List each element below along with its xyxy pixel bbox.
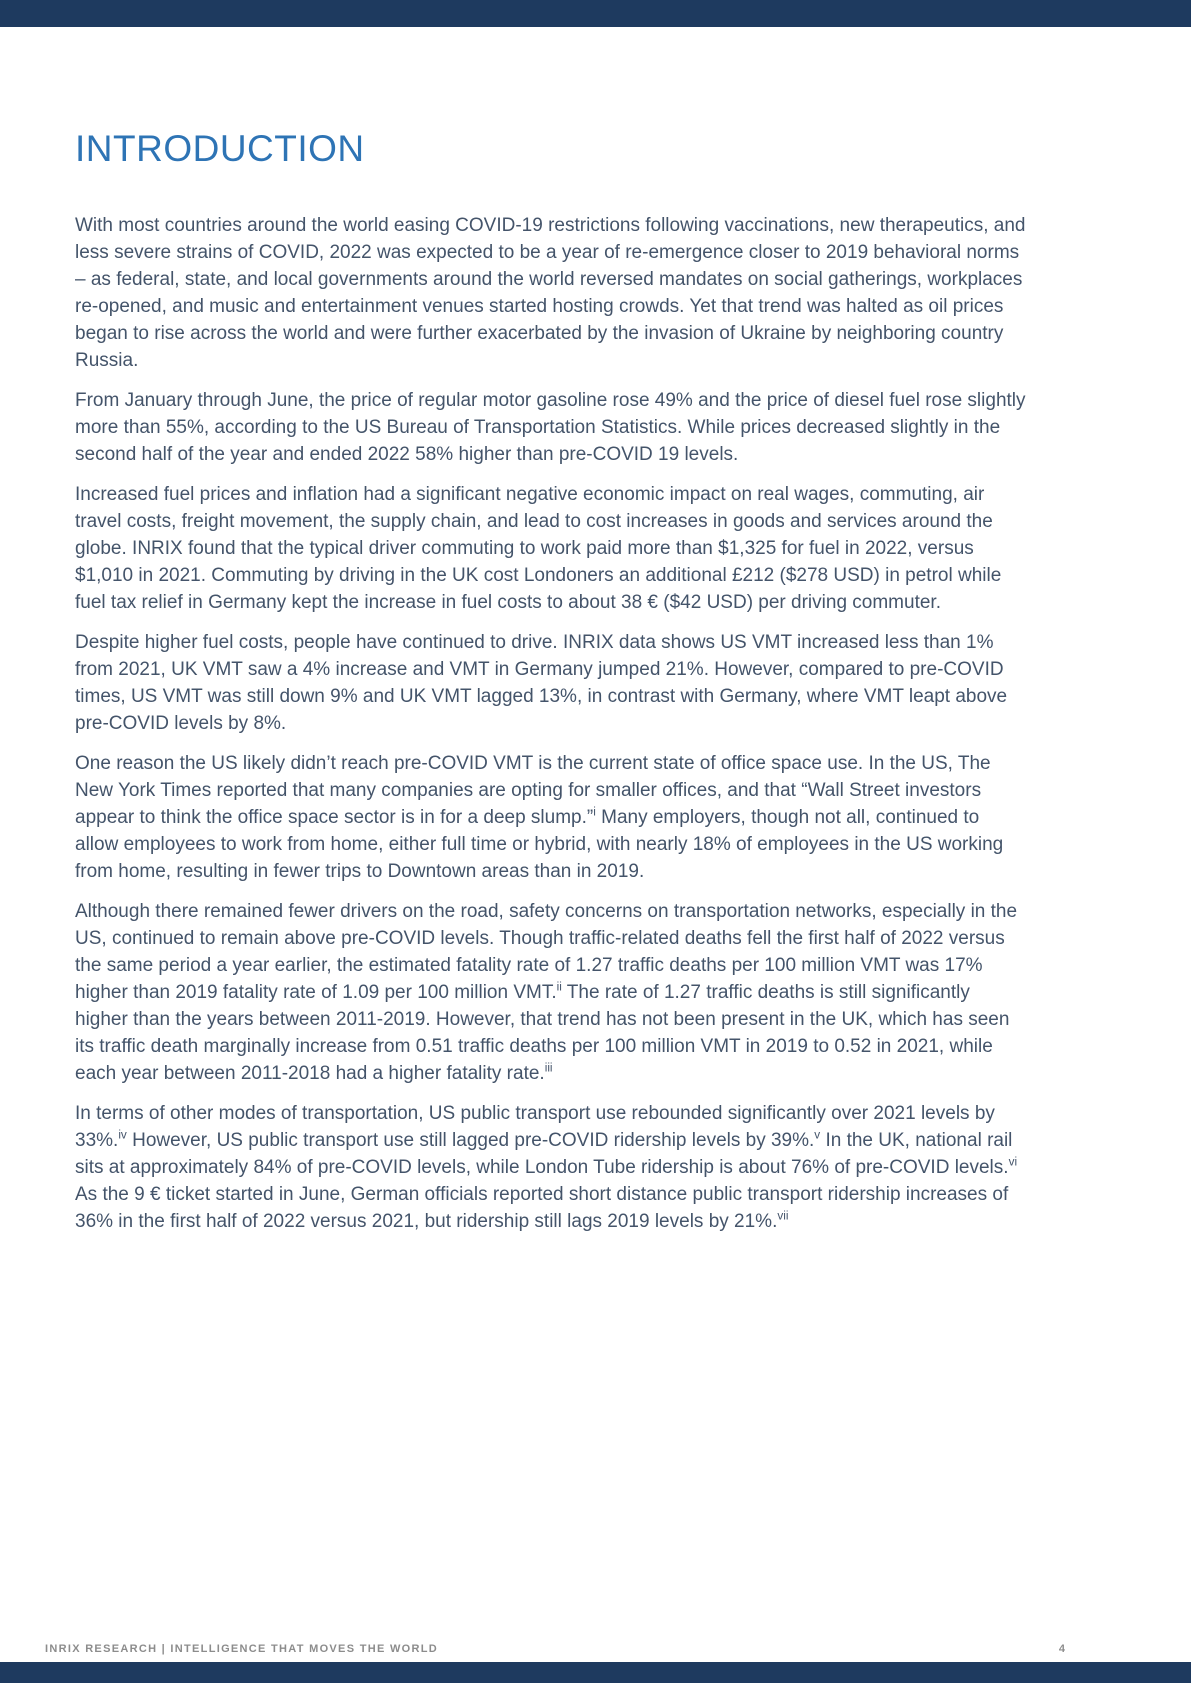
paragraph <box>75 212 1027 374</box>
paragraph-text: Many employers, though not all, continued to allow employees to work from home, either full time or hybrid, with nearly 18% of employees in the US working from home, resulting in fewer trips to Downtown areas than in 2019. <box>75 807 1004 882</box>
paragraph-text: In the UK, national rail sits at approximately 84% of pre-COVID levels, while London Tube ridership is about 76% of pre-COVID levels. <box>75 1130 1013 1178</box>
page-content <box>75 128 1027 1248</box>
paragraph-text: From January through June, the price of regular motor gasoline rose 49% and the price of diesel fuel rose slightly more than 55%, according to the US Bureau of Transportation Statistics. While prices decreased slightly in the second half of the year and ended 2022 58% higher than pre-COVID 19 levels. <box>75 390 1026 465</box>
paragraph-text: Despite higher fuel costs, people have continued to drive. INRIX data shows US VMT increased less than 1% from 2021, UK VMT saw a 4% increase and VMT in Germany jumped 21%. However, compared to pre-COVID times, US VMT was still down 9% and UK VMT lagged 13%, in contrast with Germany, where VMT leapt above pre-COVID levels by 8%. <box>75 632 1008 734</box>
footer-text: INRIX RESEARCH | INTELLIGENCE THAT MOVES THE WORLD <box>45 1643 438 1655</box>
endnote-reference: vii <box>777 1209 789 1223</box>
endnote-reference: ii <box>556 980 562 994</box>
top-accent-bar <box>0 0 1191 27</box>
endnote-reference: iii <box>544 1061 553 1075</box>
bottom-accent-bar <box>0 1662 1191 1683</box>
paragraph <box>75 898 1027 1087</box>
paragraph-text: Increased fuel prices and inflation had a significant negative economic impact on real wages, commuting, air travel costs, freight movement, the supply chain, and lead to cost increases in goods and services around the globe. INRIX found that the typical driver commuting to work paid more than $1,325 for fuel in 2022, versus $1,010 in 2021. Commuting by driving in the UK cost Londoners an additional £212 ($278 USD) in petrol while fuel tax relief in Germany kept the increase in fuel costs to about 38 € ($42 USD) per driving commuter. <box>75 484 1002 613</box>
paragraph-text: As the 9 € ticket started in June, German officials reported short distance public transport ridership increases of 36% in the first half of 2022 versus 2021, but ridership still lags 2019 levels by 21%. <box>75 1184 1009 1232</box>
page-number: 4 <box>1058 1643 1065 1655</box>
paragraph <box>75 481 1027 616</box>
endnote-reference: vi <box>1008 1155 1018 1169</box>
endnote-reference: i <box>593 805 596 819</box>
paragraph-text: The rate of 1.27 traffic deaths is still significantly higher than the years between 2011-2019. However, that trend has not been present in the UK, which has seen its traffic death marginally increase from 0.51 traffic deaths per 100 million VMT in 2019 to 0.52 in 2021, while each year between 2011-2018 had a higher fatality rate. <box>75 982 1010 1084</box>
paragraph <box>75 387 1027 468</box>
page-footer <box>45 1643 1065 1655</box>
paragraph-text: With most countries around the world easing COVID-19 restrictions following vaccinations, new therapeutics, and less severe strains of COVID, 2022 was expected to be a year of re-emergence closer to 2019 behavioral norms – as federal, state, and local governments around the world reversed mandates on social gatherings, workplaces re-opened, and music and entertainment venues started hosting crowds. Yet that trend was halted as oil prices began to rise across the world and were further exacerbated by the invasion of Ukraine by neighboring country Russia. <box>75 215 1026 371</box>
paragraph-text: In terms of other modes of transportation, US public transport use rebounded significantly over 2021 levels by 33%. <box>75 1103 995 1151</box>
paragraph <box>75 750 1027 885</box>
paragraph <box>75 1100 1027 1235</box>
paragraph <box>75 629 1027 737</box>
endnote-reference: iv <box>118 1128 127 1142</box>
paragraph-text: One reason the US likely didn’t reach pre-COVID VMT is the current state of office space use. In the US, The New York Times reported that many companies are opting for smaller offices, and that “Wall Street investors appear to think the office space sector is in for a deep slump.” <box>75 753 991 828</box>
endnote-reference: v <box>814 1128 821 1142</box>
page-title: INTRODUCTION <box>75 128 365 169</box>
body-paragraphs <box>75 212 1027 1235</box>
paragraph-text: Although there remained fewer drivers on the road, safety concerns on transportation networks, especially in the US, continued to remain above pre-COVID levels. Though traffic-related deaths fell the first half of 2022 versus the same period a year earlier, the estimated fatality rate of 1.27 traffic deaths per 100 million VMT was 17% higher than 2019 fatality rate of 1.09 per 100 million VMT. <box>75 901 1018 1003</box>
paragraph-text: However, US public transport use still lagged pre-COVID ridership levels by 39%. <box>126 1130 815 1151</box>
